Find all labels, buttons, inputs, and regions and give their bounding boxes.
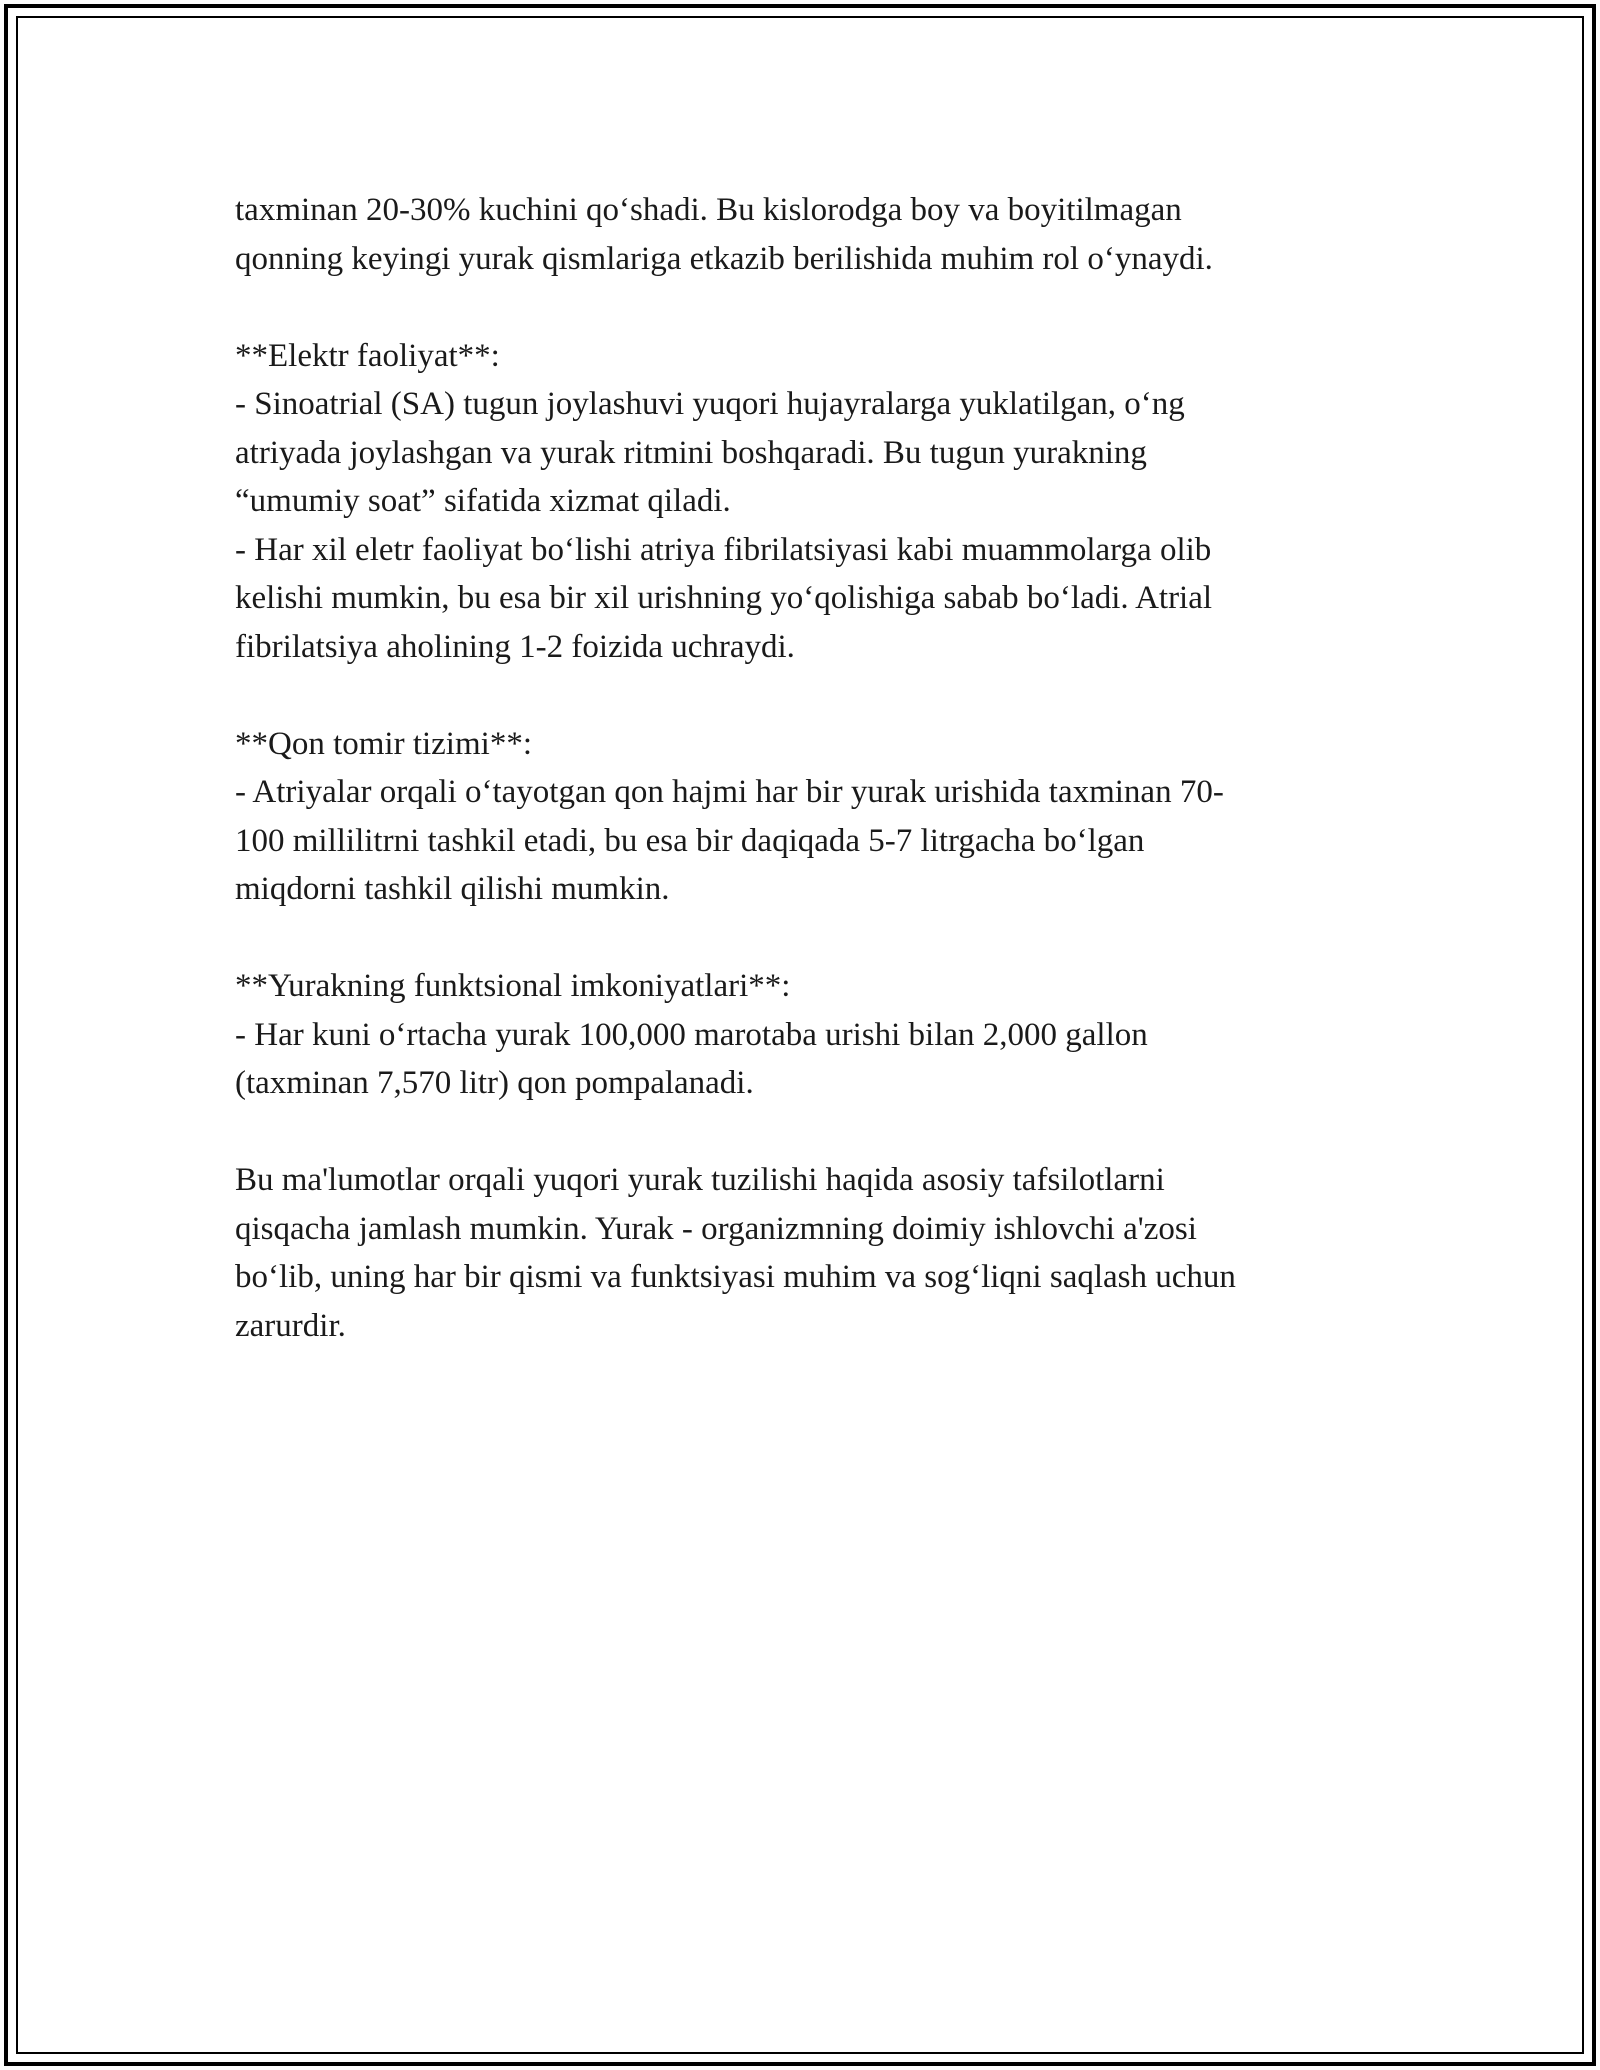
text-line: taxminan 20-30% kuchini qo‘shadi. Bu kislorodga boy va boyitilmagan	[235, 192, 1182, 228]
text-line: - Har xil eletr faoliyat bo‘lishi atriya fibrilatsiyasi kabi muammolarga olib	[235, 531, 1212, 568]
paragraph-conclusion	[235, 1156, 1365, 1350]
text-line: (taxminan 7,570 litr) qon pompalanadi.	[235, 1065, 754, 1101]
section-heading: **Yurakning funktsional imkoniyatlari**:	[235, 968, 791, 1004]
paragraph-intro	[235, 186, 1365, 283]
text-line: kelishi mumkin, bu esa bir xil urishning yo‘qolishiga sabab bo‘ladi. Atrial	[235, 580, 1213, 616]
text-line: zarurdir.	[235, 1307, 346, 1344]
section-heading: **Elektr faoliyat**:	[235, 337, 500, 374]
text-line: - Har kuni o‘rtacha yurak 100,000 marotaba urishi bilan 2,000 gallon	[235, 1016, 1148, 1053]
text-line: qisqacha jamlash mumkin. Yurak - organizmning doimiy ishlovchi a'zosi	[235, 1210, 1197, 1247]
text-line: miqdorni tashkil qilishi mumkin.	[235, 871, 670, 907]
text-line: - Atriyalar orqali o‘tayotgan qon hajmi har bir yurak urishida taxminan 70-	[235, 774, 1224, 810]
paragraph-elektr-faoliyat	[235, 332, 1365, 672]
section-heading: **Qon tomir tizimi**:	[235, 725, 532, 762]
document-body	[235, 186, 1365, 1399]
text-line: bo‘lib, uning har bir qismi va funktsiyasi muhim va sog‘liqni saqlash uchun	[235, 1259, 1236, 1295]
text-line: 100 millilitrni tashkil etadi, bu esa bir daqiqada 5-7 litrgacha bo‘lgan	[235, 822, 1145, 859]
text-line: Bu ma'lumotlar orqali yuqori yurak tuzilishi haqida asosiy tafsilotlarni	[235, 1162, 1165, 1198]
text-line: atriyada joylashgan va yurak ritmini boshqaradi. Bu tugun yurakning	[235, 434, 1147, 471]
text-line: “umumiy soat” sifatida xizmat qiladi.	[235, 483, 731, 519]
text-line: qonning keyingi yurak qismlariga etkazib berilishida muhim rol o‘ynaydi.	[235, 240, 1213, 277]
paragraph-funktsional-imkoniyatlar	[235, 962, 1365, 1108]
text-line: - Sinoatrial (SA) tugun joylashuvi yuqori hujayralarga yuklatilgan, o‘ng	[235, 386, 1185, 422]
paragraph-qon-tomir-tizimi	[235, 720, 1365, 914]
text-line: fibrilatsiya aholining 1-2 foizida uchraydi.	[235, 628, 795, 665]
